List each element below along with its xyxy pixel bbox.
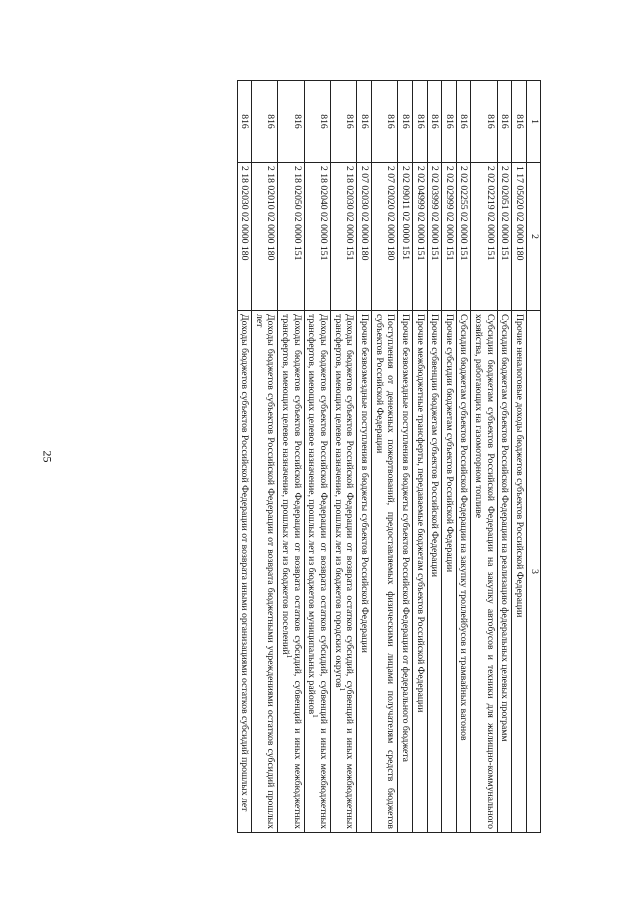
admin-code-cell: 816	[252, 81, 278, 163]
admin-code-cell: 816	[331, 81, 357, 163]
table-row	[442, 81, 457, 833]
revenue-name-cell	[252, 311, 278, 833]
admin-code-cell: 816	[278, 81, 304, 163]
table-row	[237, 81, 252, 833]
page-number: 25	[40, 450, 55, 463]
revenue-name-cell	[304, 311, 330, 833]
admin-code-cell: 816	[456, 81, 471, 163]
table-row	[427, 81, 442, 833]
revenue-name-text: Доходы бюджетов субъектов Российской Федерации от возврата бюджетными учреждениями остатков субсидий прошлых лет	[253, 314, 277, 829]
admin-code-cell: 816	[412, 81, 427, 163]
table-row	[471, 81, 497, 833]
admin-code-cell: 816	[497, 81, 512, 163]
revenue-name-cell	[331, 311, 357, 833]
budget-code-cell: 2 02 03999 02 0000 151	[427, 163, 442, 311]
budget-code-cell: 2 18 02050 02 0000 151	[278, 163, 304, 311]
revenue-name-text: Прочие безвозмездные поступления в бюджеты субъектов Российской Федерации	[358, 314, 370, 653]
footnote-marker: 1	[337, 687, 346, 692]
revenue-name-cell	[427, 311, 442, 833]
revenue-name-text: Субсидии бюджетам субъектов Российской Федерации на реализацию федеральных целевых программ	[499, 314, 511, 742]
budget-code-cell: 2 02 02051 02 0000 151	[497, 163, 512, 311]
budget-code-cell: 1 17 05020 02 0000 180	[512, 163, 527, 311]
table-header-row	[527, 81, 541, 833]
table-row	[371, 81, 397, 833]
budget-code-cell: 2 18 02030 02 0000 180	[237, 163, 252, 311]
table-body	[237, 81, 526, 833]
admin-code-cell: 816	[304, 81, 330, 163]
table-row	[252, 81, 278, 833]
admin-code-cell: 816	[237, 81, 252, 163]
budget-code-cell: 2 02 02255 02 0000 151	[456, 163, 471, 311]
revenue-name-cell	[237, 311, 252, 833]
table-row	[412, 81, 427, 833]
revenue-name-text: Доходы бюджетов субъектов Российской Федерации от возврата иными организациями остатков субсидий прошлых лет	[239, 314, 251, 812]
table-row	[331, 81, 357, 833]
table-row	[357, 81, 372, 833]
revenue-name-text: Доходы бюджетов субъектов Российской Федерации от возврата остатков субсидий, субвенций и иных межбюджетных трансфертов, имеющих целевое назначение, прошлых лет из бюджетов муниципальных районов	[306, 314, 330, 829]
budget-code-cell: 2 18 02010 02 0000 180	[252, 163, 278, 311]
header-col-3: 3	[527, 311, 541, 833]
revenue-name-text: Субсидии бюджетам субъектов Российской Федерации на закупку автобусов и техники для жилищно-коммунального хозяйства, работающих на газомоторном топливе	[473, 314, 496, 829]
revenue-name-text: Прочие субвенции бюджетам субъектов Российской Федерации	[429, 314, 441, 577]
admin-code-cell: 816	[471, 81, 497, 163]
budget-code-cell: 2 02 02219 02 0000 151	[471, 163, 497, 311]
table-row	[456, 81, 471, 833]
admin-code-cell: 816	[442, 81, 457, 163]
table-row	[304, 81, 330, 833]
revenue-name-cell	[442, 311, 457, 833]
budget-code-cell: 2 07 02020 02 0000 180	[371, 163, 397, 311]
revenue-name-text: Прочие межбюджетные трансферты, передаваемые бюджетам субъектов Российской Федерации	[414, 314, 426, 713]
revenue-name-text: Прочие безвозмездные поступления в бюджеты субъектов Российской Федерации от федерального бюджета	[399, 314, 411, 762]
budget-code-cell: 2 07 02030 02 0000 180	[357, 163, 372, 311]
revenue-name-cell	[278, 311, 304, 833]
revenue-name-cell	[471, 311, 497, 833]
table-row	[278, 81, 304, 833]
footnote-marker: 1	[285, 654, 294, 659]
revenue-name-cell	[398, 311, 413, 833]
admin-code-cell: 816	[357, 81, 372, 163]
budget-code-cell: 2 02 09011 02 0000 151	[398, 163, 413, 311]
budget-code-cell: 2 02 04999 02 0000 151	[412, 163, 427, 311]
revenue-name-text: Поступления от денежных пожертвований, предоставляемых физическими лицами получателям средств бюджетов субъектов Российской Федерации	[373, 314, 397, 829]
header-col-2: 2	[527, 163, 541, 311]
admin-code-cell: 816	[398, 81, 413, 163]
revenue-name-cell	[412, 311, 427, 833]
revenue-name-cell	[357, 311, 372, 833]
admin-code-cell: 816	[427, 81, 442, 163]
revenue-name-text: Субсидии бюджетам субъектов Российской Федерации на закупку троллейбусов и трамвайных вагонов	[458, 314, 470, 741]
table-row	[497, 81, 512, 833]
budget-code-cell: 2 18 02030 02 0000 151	[331, 163, 357, 311]
revenue-codes-table	[237, 80, 541, 833]
admin-code-cell: 816	[371, 81, 397, 163]
revenue-name-text: Прочие субсидии бюджетам субъектов Российской Федерации	[443, 314, 455, 573]
revenue-name-cell	[456, 311, 471, 833]
table-row	[512, 81, 527, 833]
revenue-name-text: Прочие неналоговые доходы бюджетов субъектов Российской Федерации	[514, 314, 525, 618]
revenue-name-text: Доходы бюджетов субъектов Российской Федерации от возврата остатков субсидий, субвенций и иных межбюджетных трансфертов, имеющих целевое назначение, прошлых лет из бюджетов городских округов	[332, 314, 356, 829]
table-row	[398, 81, 413, 833]
revenue-name-text: Доходы бюджетов субъектов Российской Федерации от возврата остатков субсидий, субвенций и иных межбюджетных трансфертов, имеющих целевое назначение, прошлых лет из бюджетов поселений	[280, 314, 303, 829]
header-col-1: 1	[527, 81, 541, 163]
budget-code-cell: 2 18 02040 02 0000 151	[304, 163, 330, 311]
revenue-name-cell	[512, 311, 527, 833]
budget-code-cell: 2 02 02999 02 0000 151	[442, 163, 457, 311]
admin-code-cell: 816	[512, 81, 527, 163]
footnote-marker: 1	[311, 714, 320, 718]
revenue-name-cell	[371, 311, 397, 833]
revenue-name-cell	[497, 311, 512, 833]
